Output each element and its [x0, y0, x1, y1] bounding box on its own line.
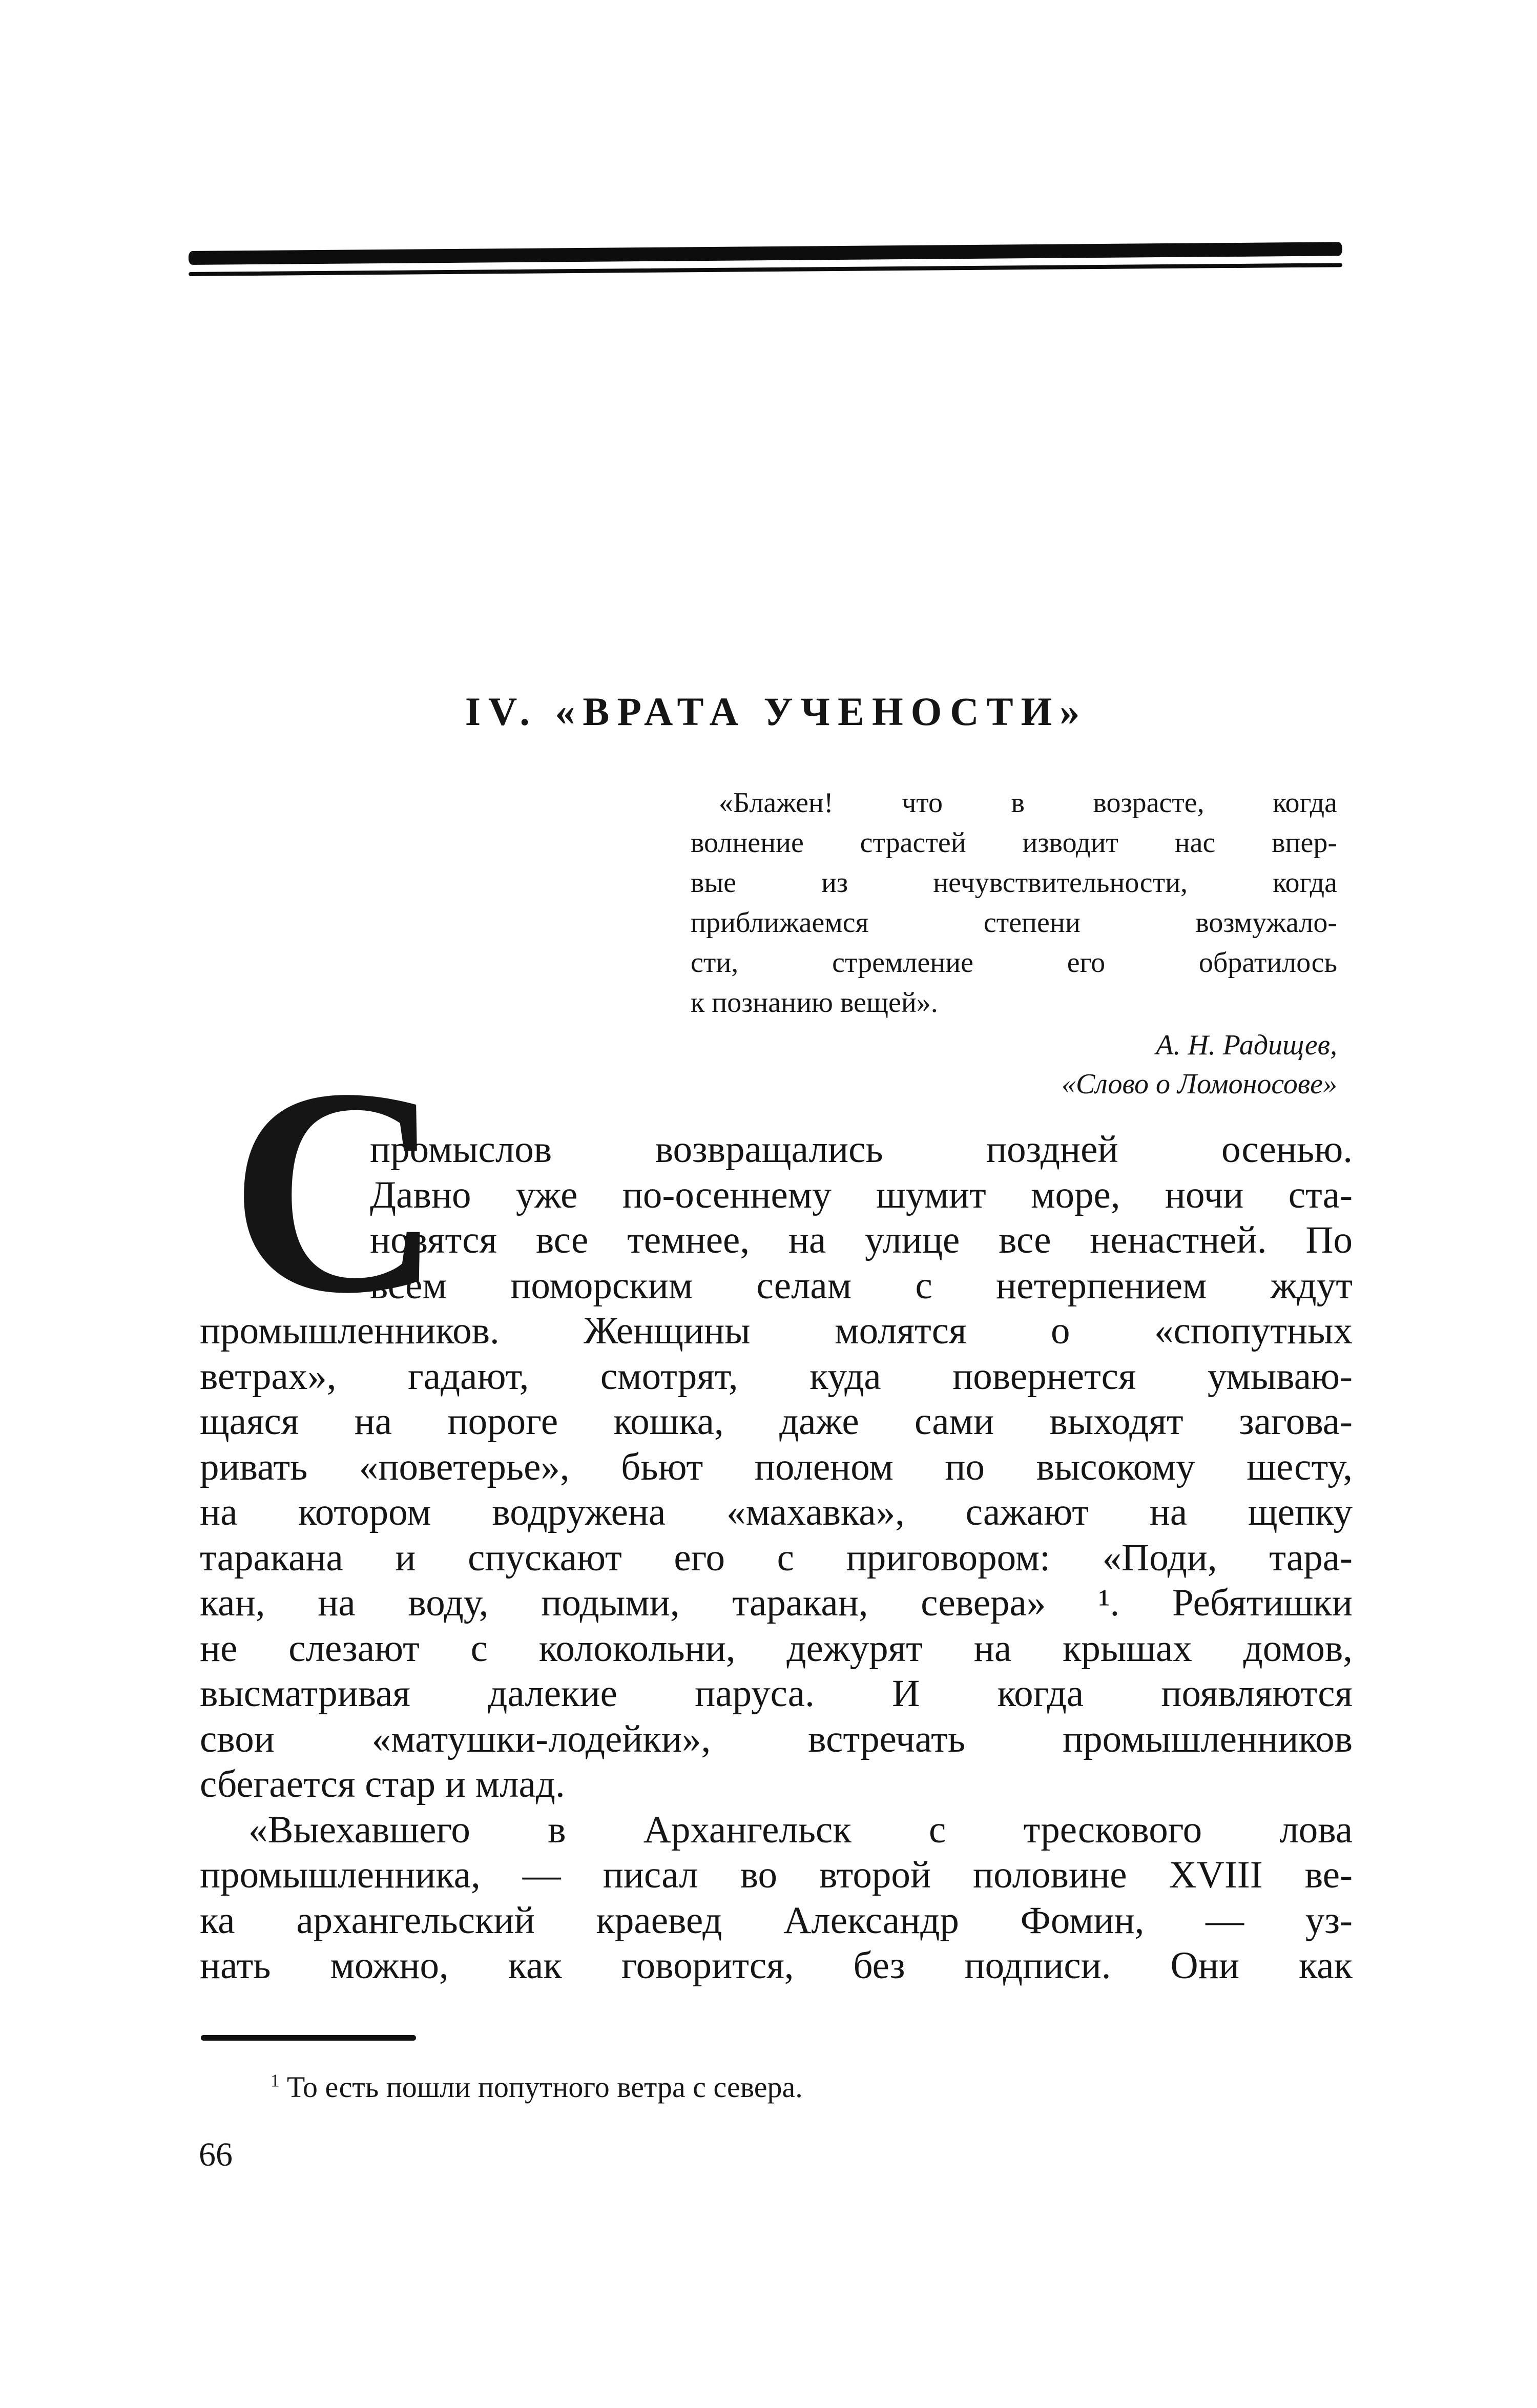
body-line: ка архангельский краевед Александр Фомин, — уз- [200, 1899, 1353, 1942]
epigraph-line: к познанию вещей». [691, 987, 938, 1019]
paragraph-1 [200, 1309, 1353, 1762]
body-line: сбегается стар и млад. [200, 1763, 565, 1805]
body-line: новятся все темнее, на улице все ненастней. По [370, 1219, 1353, 1261]
body-line: ривать «поветерье», бьют поленом по высокому шесту, [200, 1445, 1353, 1488]
body-line: Давно уже по-осеннему шумит море, ночи ста- [370, 1173, 1353, 1216]
drop-cap-letter: С [230, 1028, 443, 1354]
body-line: ветрах», гадают, смотрят, куда повернется умываю- [200, 1355, 1353, 1398]
footnote-text: То есть пошли попутного ветра с севера. [286, 2070, 803, 2104]
epigraph-line: «Блажен! что в возрасте, когда [719, 787, 1337, 819]
paragraph-2 [200, 1808, 1353, 1989]
rule-thick [189, 242, 1342, 265]
attribution-author: А. Н. Радищев, [1156, 1029, 1337, 1061]
body-line: всем поморским селам с нетерпением ждут [370, 1264, 1353, 1307]
footnote-rule [201, 2035, 416, 2041]
epigraph-line: волнение страстей изводит нас впер- [691, 827, 1337, 859]
paragraph-1-indented [200, 1127, 1353, 1309]
body-text [200, 1127, 1353, 1989]
footnote-marker: 1 [271, 2070, 280, 2091]
footnote [200, 2068, 1353, 2107]
body-line: промыслов возвращались поздней осенью. [370, 1128, 1353, 1171]
epigraph-line: вые из нечувствительности, когда [691, 867, 1337, 899]
epigraph-line: приближаемся степени возмужало- [691, 907, 1337, 939]
body-line: на котором водружена «махавка», сажают на щепку [200, 1491, 1353, 1533]
body-line: щаяся на пороге кошка, даже сами выходят загова- [200, 1400, 1353, 1443]
body-line: нать можно, как говорится, без подписи. Они как [200, 1944, 1353, 1987]
body-line: свои «матушки-лодейки», встречать промышленников [200, 1717, 1353, 1760]
double-rule [189, 242, 1342, 276]
page-number: 66 [199, 2136, 233, 2173]
rule-thin [189, 263, 1342, 276]
body-line: промышленников. Женщины молятся о «спопутных [200, 1310, 1353, 1352]
attribution-work: «Слово о Ломоносове» [1062, 1068, 1337, 1100]
epigraph-line: сти, стремление его обратилось [691, 947, 1337, 979]
body-line: кан, на воду, подыми, таракан, севера» ¹. Ребятишки [200, 1582, 1353, 1624]
epigraph-lines [691, 783, 1337, 983]
body-line: не слезают с колокольни, дежурят на крышах домов, [200, 1627, 1353, 1670]
epigraph [691, 783, 1337, 1104]
chapter-heading: IV. «ВРАТА УЧЕНОСТИ» [465, 689, 1088, 734]
body-line: высматривая далекие паруса. И когда появляются [200, 1672, 1353, 1715]
epigraph-attribution [691, 1026, 1337, 1104]
body-line: таракана и спускают его с приговором: «Поди, тара- [200, 1536, 1353, 1579]
body-line: «Выехавшего в Архангельск с трескового лова [248, 1808, 1353, 1851]
body-line: промышленника, — писал во второй половине XVIII ве- [200, 1854, 1353, 1896]
